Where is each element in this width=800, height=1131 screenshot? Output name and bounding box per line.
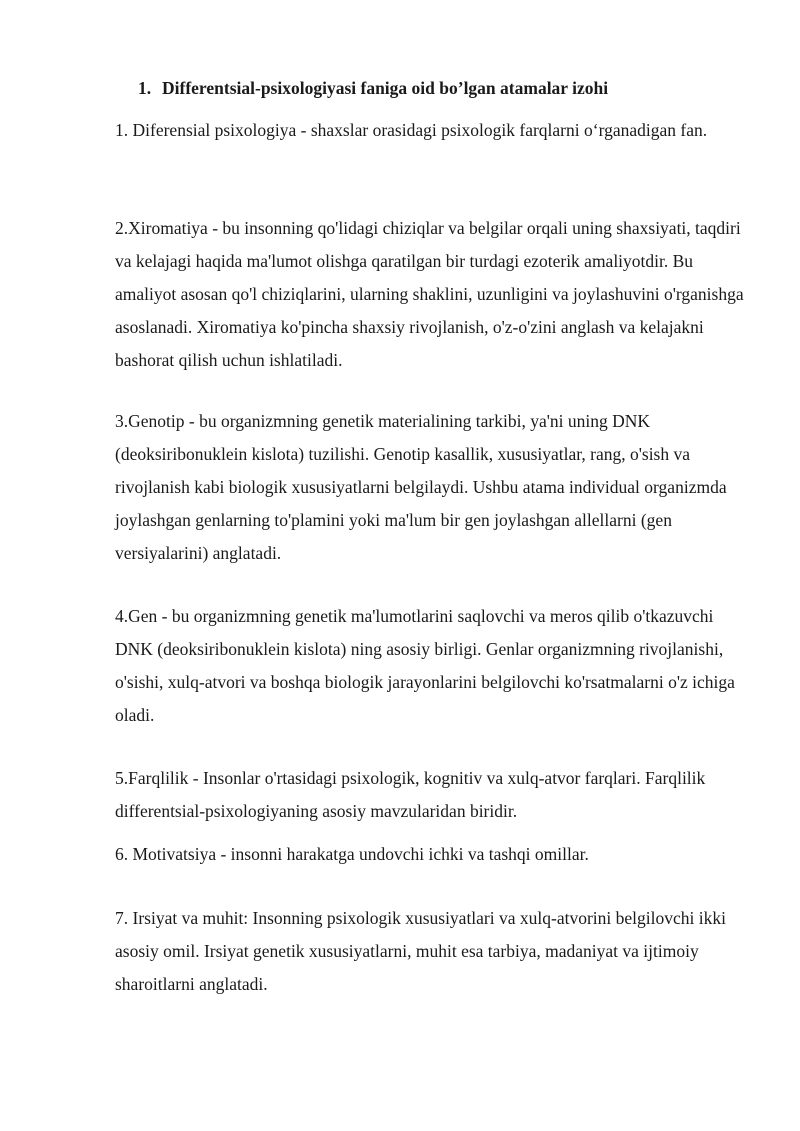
section-number: 1. bbox=[138, 78, 152, 98]
term-definition-farqlilik: 5.Farqlilik - Insonlar o'rtasidagi psixologik, kognitiv va xulq-atvor farqlari. Farqlilik differentsial-psixologiyaning asosiy mavzularidan biridir. bbox=[115, 768, 706, 821]
term-definition-gen: 4.Gen - bu organizmning genetik ma'lumotlarini saqlovchi va meros qilib o'tkazuvchi DNK (deoksiribonuklein kislota) ning asosiy birligi. Genlar organizmning rivojlanishi, o'sishi, xulq-atvori va boshqa biologik jarayonlarini belgilovchi ko'rsatmalarni o'z ichiga oladi. bbox=[115, 606, 735, 725]
term-definition-diferensial-psixologiya: 1. Diferensial psixologiya - shaxslar orasidagi psixologik farqlarni o‘rganadigan fan. bbox=[115, 120, 708, 140]
term-definition-irsiyat-va-muhit: 7. Irsiyat va muhit: Insonning psixologik xususiyatlari va xulq-atvorini belgilovchi ikki asosiy omil. Irsiyat genetik xususiyatlarni, muhit esa tarbiya, madaniyat va ijtimoiy sharoitlarni anglatadi. bbox=[115, 908, 726, 994]
term-definition-genotip: 3.Genotip - bu organizmning genetik materialining tarkibi, ya'ni uning DNK (deoksiribonuklein kislota) tuzilishi. Genotip kasallik, xususiyatlar, rang, o'sish va rivojlanish kabi biologik xususiyatlarni belgilaydi. Ushbu atama individual organizmda joylashgan genlarning to'plamini yoki ma'lum bir gen joylashgan allellarni (gen versiyalarini) anglatadi. bbox=[115, 411, 727, 563]
term-definition-xiromatiya: 2.Xiromatiya - bu insonning qo'lidagi chiziqlar va belgilar orqali uning shaxsiyati, taqdiri va kelajagi haqida ma'lumot olishga qaratilgan bir turdagi ezoterik amaliyotdir. Bu amaliyot asosan qo'l chiziqlarini, ularning shaklini, uzunligini va joylashuvini o'rganishga asoslanadi. Xiromatiya ko'pincha shaxsiy rivojlanish, o'z-o'zini anglash va kelajakni bashorat qilish uchun ishlatiladi. bbox=[115, 218, 744, 370]
section-title: Differentsial-psixologiyasi faniga oid bo’lgan atamalar izohi bbox=[162, 78, 609, 98]
term-definition-motivatsiya: 6. Motivatsiya - insonni harakatga undovchi ichki va tashqi omillar. bbox=[115, 844, 589, 864]
section-heading bbox=[138, 76, 758, 100]
